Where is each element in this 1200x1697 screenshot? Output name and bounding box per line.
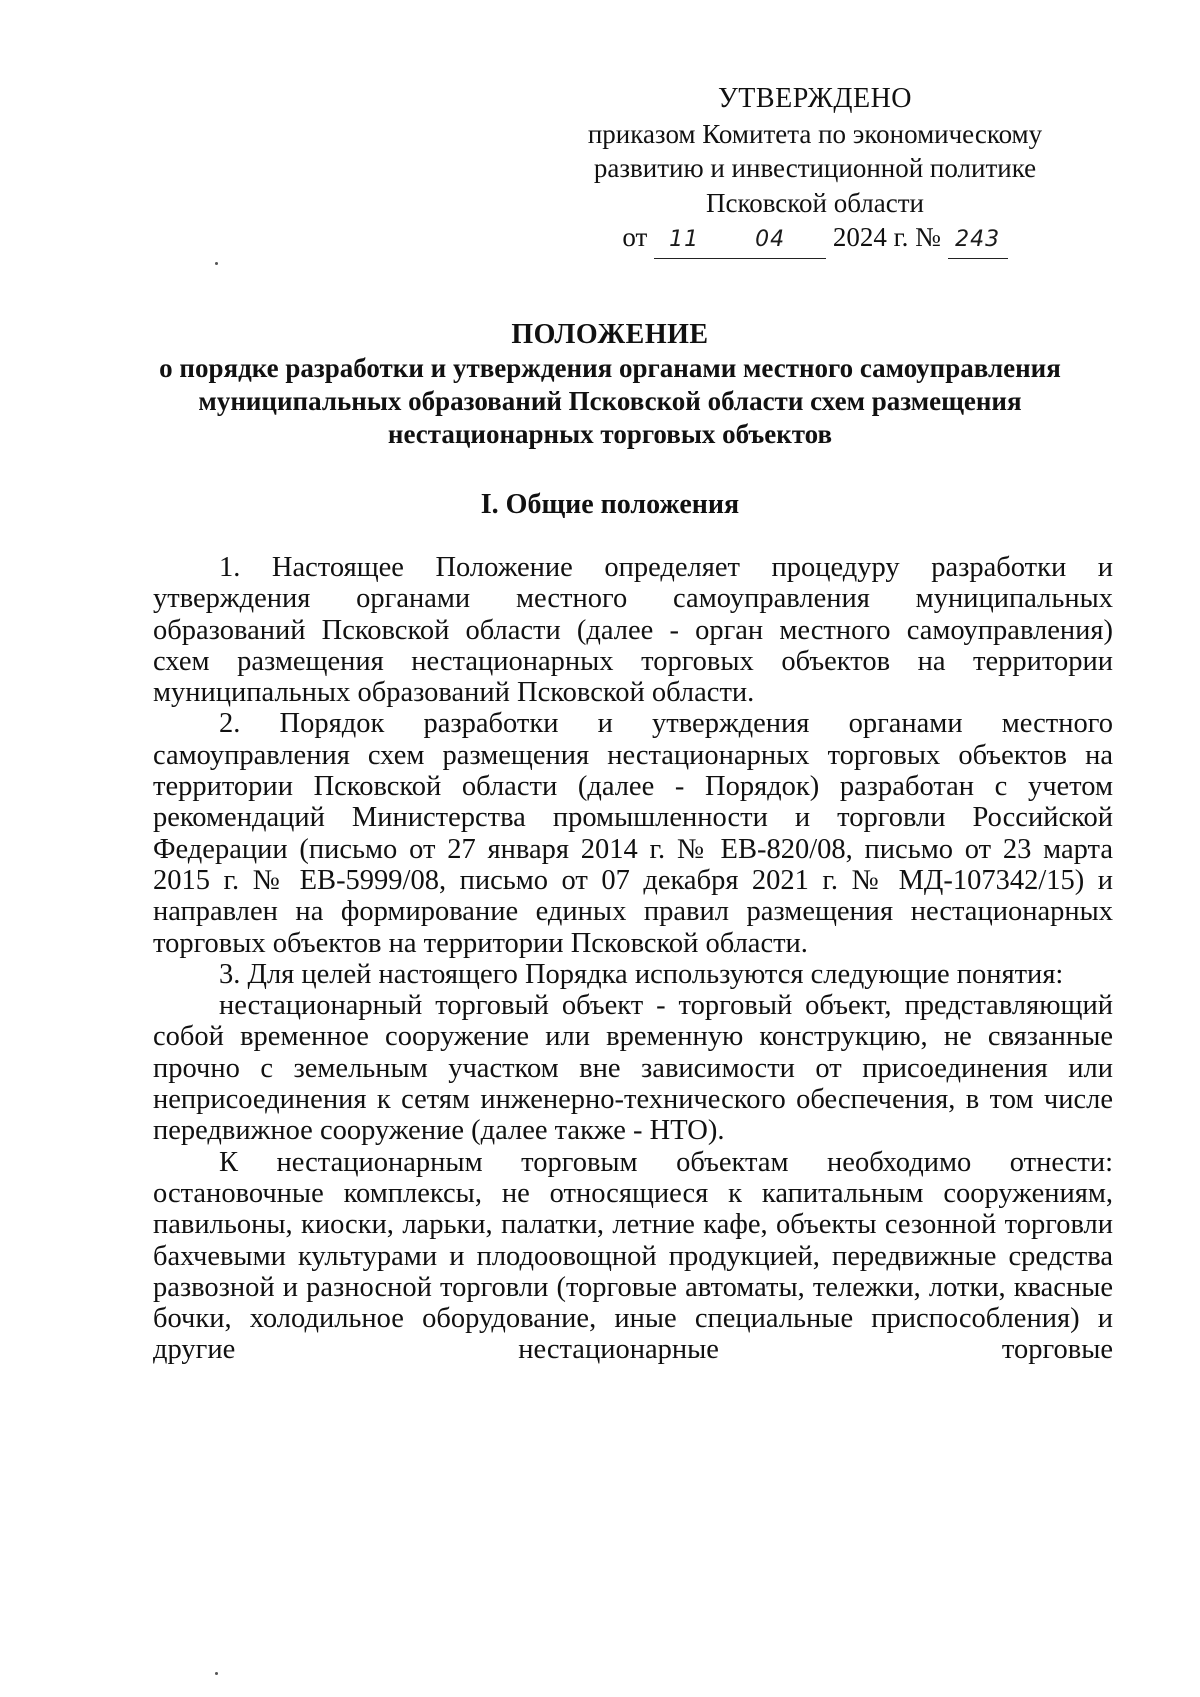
approval-line-3: Псковской области xyxy=(705,187,924,218)
approval-line-2: развитию и инвестиционной политике xyxy=(593,153,1037,183)
document-subtitle-line-2: муниципальных образований Псковской области схем размещения xyxy=(198,386,1022,416)
document-title-block xyxy=(130,318,1090,451)
paragraph-2: 2. Порядок разработки и утверждения органами местного самоуправления схем размещения нестационарных торговых объектов на территории Псковской области (далее - Порядок) разработан с учетом рекомендаций Министерства промышленности и торговли Российской Федерации (письмо от 27 января 2014 г. № ЕВ-820/08, письмо от 23 марта 2015 г. № ЕВ-5999/08, письмо от 07 декабря 2021 г. № МД-107342/15) и направлен на формирование единых правил размещения нестационарных торговых объектов на территории Псковской области. xyxy=(153,708,1113,959)
date-day-handwritten: 11 xyxy=(669,227,700,252)
document-body xyxy=(153,552,1113,1366)
scan-speck xyxy=(215,1672,218,1675)
paragraph-definition: нестационарный торговый объект - торговый объект, представляющий собой временное сооружение или временную конструкцию, не связанные прочно с земельным участком вне зависимости от присоединения или неприсоединения к сетям инженерно-технического обеспечения, в том числе передвижное сооружение (далее также - НТО). xyxy=(153,990,1113,1147)
approval-stamp xyxy=(560,82,1070,259)
date-month-field xyxy=(714,220,826,259)
document-subtitle-line-1: о порядке разработки и утверждения органами местного самоуправления xyxy=(159,353,1061,383)
date-prefix: от xyxy=(622,222,648,252)
paragraph-1: 1. Настоящее Положение определяет процедуру разработки и утверждения органами местного самоуправления муниципальных образований Псковской области (далее - орган местного самоуправления) схем размещения нестационарных торговых объектов на территории муниципальных образований Псковской области. xyxy=(153,552,1113,709)
paragraph-list: К нестационарным торговым объектам необходимо отнести: остановочные комплексы, не относящиеся к капитальным сооружениям, павильоны, киоски, ларьки, палатки, летние кафе, объекты сезонной торговли бахчевыми культурами и плодоовощной продукцией, передвижные средства развозной и разносной торговли (торговые автоматы, тележки, лотки, квасные бочки, холодильное оборудование, иные специальные приспособления) и другие нестационарные торговые xyxy=(153,1146,1113,1366)
paragraph-3: 3. Для целей настоящего Порядка используются следующие понятия: xyxy=(219,958,1064,990)
approval-title: УТВЕРЖДЕНО xyxy=(717,83,913,114)
date-month-handwritten: 04 xyxy=(755,227,786,252)
date-day-field xyxy=(654,220,714,259)
document-subtitle-line-3: нестационарных торговых объектов xyxy=(387,419,833,449)
order-number-field xyxy=(948,220,1008,259)
document-title: ПОЛОЖЕНИЕ xyxy=(511,319,709,350)
order-number-handwritten: 243 xyxy=(955,227,1001,252)
scan-speck xyxy=(215,262,218,265)
section-heading: I. Общие положения xyxy=(480,489,740,520)
date-year-text: 2024 г. № xyxy=(832,222,941,252)
approval-date-line xyxy=(560,220,1070,259)
approval-line-1: приказом Комитета по экономическому xyxy=(587,118,1043,149)
